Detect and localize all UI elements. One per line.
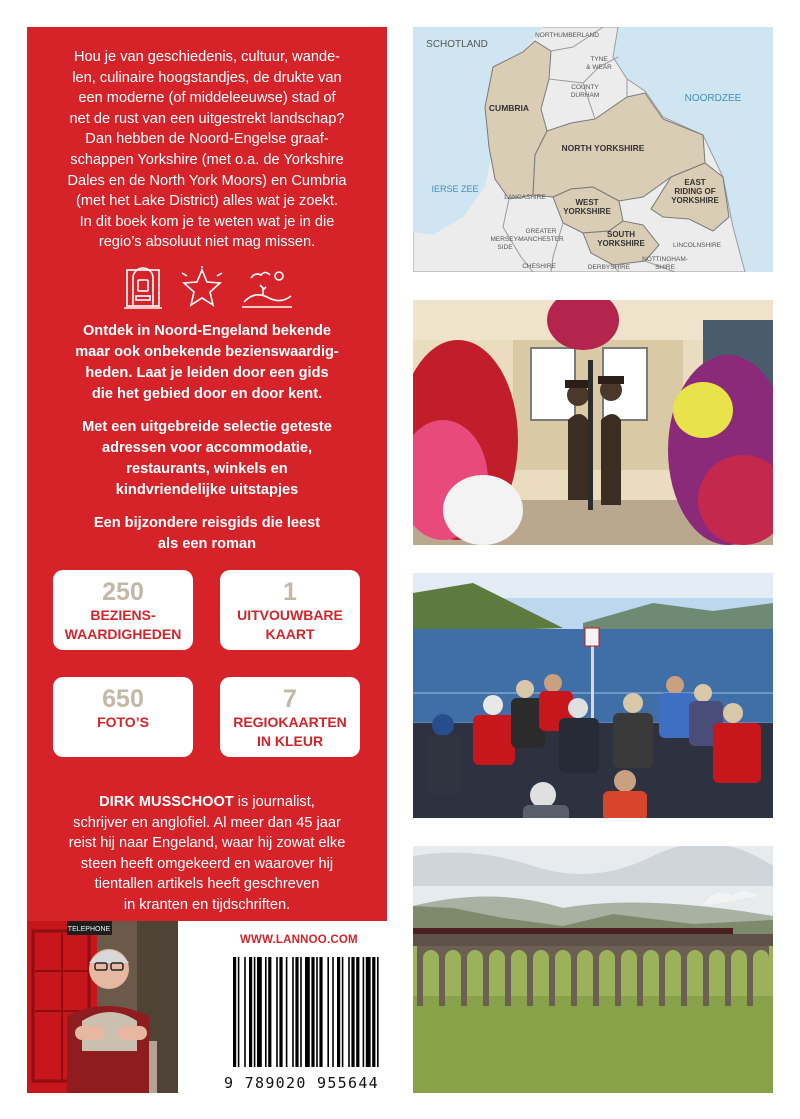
isbn-number: 9 789020 955644 bbox=[224, 1074, 379, 1092]
map-label-east-riding: EAST bbox=[684, 178, 706, 187]
barcode-bar bbox=[319, 957, 322, 1067]
stat-map bbox=[220, 570, 360, 650]
intro-text: Hou je van geschiedenis, cultuur, wande- len, culinaire hoogstandjes, de drukte van een moderne (of middeleeuwse) stad of net de rust van een uitgestrekt landschap? Dan hebben de Noord-Engelse graaf- schappen Yorkshire (met o.a. de Yorkshire Dales en de North York Moors) en Cumbria (met het Lake District) alles wat je zoekt. In dit boek kom je te weten wat je in die regio’s absoluut niet mag missen. bbox=[67, 49, 347, 251]
barcode-bar bbox=[337, 957, 340, 1067]
svg-text:YORKSHIRE: YORKSHIRE bbox=[597, 239, 645, 248]
stat-label: REGIOKAARTEN IN KLEUR bbox=[233, 714, 347, 749]
map-label-nottinghamshire: NOTTINGHAM- bbox=[642, 256, 688, 263]
map-label-lincolnshire: LINCOLNSHIRE bbox=[672, 242, 722, 249]
stat-number: 7 bbox=[283, 685, 297, 713]
svg-text:YORKSHIRE: YORKSHIRE bbox=[671, 196, 719, 205]
barcode-bar bbox=[279, 957, 282, 1067]
map-label-merseyside: MERSEY- bbox=[490, 236, 520, 243]
barcode-bar bbox=[249, 957, 252, 1067]
stat-region-maps bbox=[220, 677, 360, 757]
barcode-bar bbox=[311, 957, 314, 1067]
barcode-bar bbox=[366, 957, 371, 1067]
stat-sights bbox=[53, 570, 193, 650]
svg-text:YORKSHIRE: YORKSHIRE bbox=[563, 207, 611, 216]
map-label-tyne-wear: TYNE bbox=[590, 56, 608, 63]
map-label-ierse-zee: IERSE ZEE bbox=[431, 184, 479, 194]
highlight-novel: Een bijzondere reisgids die leest als een roman bbox=[93, 515, 321, 552]
svg-text:SIDE: SIDE bbox=[497, 244, 513, 251]
stat-label: BEZIENS- WAARDIGHEDEN bbox=[64, 607, 182, 642]
map-label-noordzee: NOORDZEE bbox=[684, 93, 742, 104]
barcode-bar bbox=[295, 957, 298, 1067]
stat-number: 250 bbox=[102, 578, 144, 606]
barcode-bar bbox=[286, 957, 288, 1067]
author-bio: DIRK MUSSCHOOT is journalist, schrijver en anglofiel. Al meer dan 45 jaar reist hij naar Engeland, waar hij zowat elke steen heeft omgekeerd en waarover hij tientallen artikels heeft geschreven in kranten en tijdschriften. bbox=[68, 794, 346, 913]
barcode-bar bbox=[233, 957, 236, 1067]
map-label-northumberland: NORTHUMBERLAND bbox=[535, 32, 599, 39]
barcode-bar bbox=[238, 957, 240, 1067]
barcode-bar bbox=[268, 957, 271, 1067]
description-panel bbox=[27, 27, 387, 921]
barcode-bar bbox=[316, 957, 318, 1067]
stat-label: UITVOUWBARE KAART bbox=[237, 607, 343, 642]
map-label-lancashire: LANCASHIRE bbox=[504, 194, 546, 201]
building-icon bbox=[123, 264, 163, 310]
barcode-bar bbox=[342, 957, 344, 1067]
barcode-bar bbox=[356, 957, 359, 1067]
stat-number: 1 bbox=[283, 578, 297, 606]
svg-text:TELEPHONE: TELEPHONE bbox=[67, 926, 111, 933]
landscape-icon bbox=[241, 266, 293, 310]
barcode-bar bbox=[332, 957, 334, 1067]
barcode-bar bbox=[254, 957, 256, 1067]
stat-number: 650 bbox=[102, 685, 144, 713]
star-icon bbox=[179, 266, 225, 310]
highlight-discover: Ontdek in Noord-Engeland bekende maar ook onbekende bezienswaardig- heden. Laat je leiden door een gids die het gebied door en door kent. bbox=[75, 323, 339, 402]
barcode-bar bbox=[327, 957, 329, 1067]
map-label-north-yorkshire: NORTH YORKSHIRE bbox=[561, 143, 645, 153]
svg-text:MANCHESTER: MANCHESTER bbox=[518, 236, 564, 243]
stat-label: FOTO’S bbox=[97, 714, 149, 730]
barcode-bar bbox=[276, 957, 278, 1067]
barcode-bar bbox=[292, 957, 294, 1067]
map-label-west-yorkshire: WEST bbox=[575, 198, 599, 207]
map-label-derbyshire: DERBYSHIRE bbox=[587, 264, 631, 271]
svg-text:RIDING OF: RIDING OF bbox=[674, 187, 716, 196]
viaduct-photo bbox=[413, 846, 773, 1093]
statue-photo bbox=[413, 300, 773, 545]
svg-text:SHIRE: SHIRE bbox=[655, 264, 675, 271]
barcode-bar bbox=[372, 957, 375, 1067]
map-label-cheshire: CHESHIRE bbox=[522, 263, 556, 270]
highlight-addresses: Met een uitgebreide selectie geteste adressen voor accommodatie, restaurants, winkels en kindvriendelijke uitstapjes bbox=[82, 419, 332, 498]
barcode-bar bbox=[363, 957, 365, 1067]
svg-text:DURHAM: DURHAM bbox=[570, 92, 600, 99]
isbn-barcode bbox=[215, 951, 388, 1093]
barcode-bar bbox=[348, 957, 350, 1067]
barcode-bar bbox=[257, 957, 262, 1067]
map-label-cumbria: CUMBRIA bbox=[488, 103, 530, 113]
author-photo bbox=[27, 921, 178, 1093]
feature-icons bbox=[123, 264, 293, 310]
region-map bbox=[413, 27, 773, 272]
barcode-bar bbox=[351, 957, 354, 1067]
author-name: DIRK MUSSCHOOT bbox=[99, 794, 234, 810]
lake-boat-photo bbox=[413, 573, 773, 818]
map-label-south-yorkshire: SOUTH bbox=[607, 230, 635, 239]
barcode-bar bbox=[265, 957, 267, 1067]
publisher-website[interactable]: WWW.LANNOO.COM bbox=[240, 934, 358, 946]
barcode-bar bbox=[305, 957, 310, 1067]
stat-photos bbox=[53, 677, 193, 757]
map-label-county-durham: COUNTY bbox=[571, 84, 599, 91]
map-label-scotland: SCHOTLAND bbox=[426, 39, 488, 50]
svg-text:& WEAR: & WEAR bbox=[586, 64, 612, 71]
barcode-bar bbox=[244, 957, 246, 1067]
map-label-greater-manchester: GREATER bbox=[525, 228, 557, 235]
barcode-bar bbox=[300, 957, 302, 1067]
barcode-bar bbox=[377, 957, 379, 1067]
